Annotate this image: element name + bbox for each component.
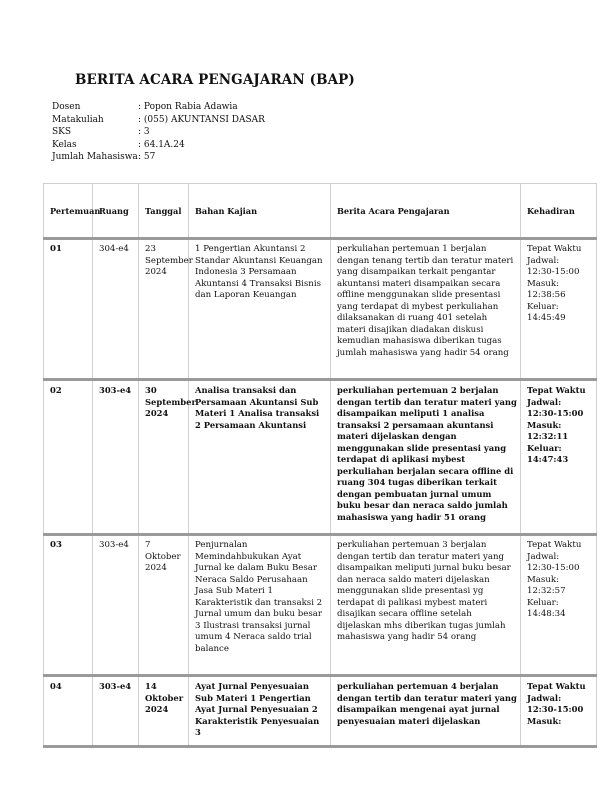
cell-ruang: 304-e4 bbox=[93, 239, 139, 380]
cell-berita-acara: perkuliahan pertemuan 1 berjalan dengan tenang tertib dan teratur materi yang disampaikan terkait pengantar akuntansi materi disampaikan secara offline menggunakan slide presentasi yang terdapat di mybest perkuliahan dilaksanakan di ruang 401 setelah materi disajikan diadakan diskusi kemudian mahasiswa diberikan tugas jumlah mahasiswa yang hadir 54 orang bbox=[331, 239, 521, 380]
header-bahan-kajian: Bahan Kajian bbox=[189, 184, 331, 239]
cell-bahan-kajian: 1 Pengertian Akuntansi 2 Standar Akuntansi Keuangan Indonesia 3 Persamaan Akuntansi 4 Transaksi Bisnis dan Laporan Keuangan bbox=[189, 239, 331, 380]
header-berita-acara: Berita Acara Pengajaran bbox=[331, 184, 521, 239]
kehadiran-line: Tepat Waktu bbox=[527, 540, 582, 550]
table-row bbox=[44, 676, 597, 747]
kehadiran-line: 14:47:43 bbox=[527, 454, 569, 464]
cell-ruang: 303-e4 bbox=[93, 535, 139, 676]
info-row-matakuliah bbox=[52, 114, 265, 127]
kehadiran-line: 12:30-15:00 bbox=[527, 704, 584, 714]
kehadiran-line: 12:32:57 bbox=[527, 586, 566, 596]
header-tanggal: Tanggal bbox=[139, 184, 189, 239]
kehadiran-line: Keluar: bbox=[527, 597, 559, 608]
info-value: : (055) AKUNTANSI DASAR bbox=[138, 114, 265, 125]
info-label: Kelas bbox=[52, 139, 77, 150]
cell-kehadiran bbox=[521, 239, 597, 380]
info-row-sks bbox=[52, 126, 265, 139]
kehadiran-line: Keluar: bbox=[527, 301, 559, 312]
cell-bahan-kajian: Analisa transaksi dan Persamaan Akuntansi Sub Materi 1 Analisa transaksi 2 Persamaan Akuntansi bbox=[189, 380, 331, 535]
kehadiran-line: 12:30-15:00 bbox=[527, 267, 580, 277]
cell-kehadiran bbox=[521, 380, 597, 535]
kehadiran-line: Masuk: bbox=[527, 419, 562, 430]
info-label: Dosen bbox=[52, 102, 81, 112]
kehadiran-line: Jadwal: bbox=[527, 692, 562, 703]
cell-ruang: 303-e4 bbox=[93, 380, 139, 535]
cell-kehadiran bbox=[521, 676, 597, 747]
kehadiran-line: Masuk: bbox=[527, 278, 559, 289]
info-value: : 64.1A.24 bbox=[138, 139, 185, 150]
info-value: : 3 bbox=[138, 127, 150, 138]
kehadiran-line: Tepat Waktu bbox=[527, 385, 586, 395]
kehadiran-line: Masuk: bbox=[527, 715, 562, 726]
kehadiran-line: 14:45:49 bbox=[527, 313, 566, 323]
cell-bahan-kajian: Ayat Jurnal Penyesuaian Sub Materi 1 Pengertian Ayat Jurnal Penyesuaian 2 Karakteristik Penyesuaian 3 bbox=[189, 676, 331, 747]
info-value: : 57 bbox=[138, 152, 156, 163]
table-row bbox=[44, 239, 597, 380]
info-row-jumlah-mahasiswa bbox=[52, 151, 265, 164]
cell-pertemuan: 02 bbox=[44, 380, 93, 535]
kehadiran-line: Tepat Waktu bbox=[527, 244, 582, 254]
cell-ruang: 303-e4 bbox=[93, 676, 139, 747]
bap-table bbox=[43, 183, 597, 748]
table-header-row bbox=[44, 184, 597, 239]
cell-pertemuan: 01 bbox=[44, 239, 93, 380]
table-row bbox=[44, 380, 597, 535]
header-kehadiran: Kehadiran bbox=[521, 184, 597, 239]
info-row-kelas bbox=[52, 139, 265, 152]
info-label: Matakuliah bbox=[52, 114, 104, 125]
info-label: Jumlah Mahasiswa bbox=[52, 152, 138, 163]
kehadiran-line: Tepat Waktu bbox=[527, 681, 586, 691]
info-value: : Popon Rabia Adawia bbox=[138, 102, 238, 112]
kehadiran-line: 12:38:56 bbox=[527, 290, 566, 300]
course-info bbox=[52, 101, 265, 164]
kehadiran-line: Jadwal: bbox=[527, 255, 560, 266]
cell-tanggal: 7 Oktober 2024 bbox=[139, 535, 189, 676]
cell-pertemuan: 04 bbox=[44, 676, 93, 747]
table-row bbox=[44, 535, 597, 676]
cell-bahan-kajian: Penjurnalan Memindahbukukan Ayat Jurnal ke dalam Buku Besar Neraca Saldo Perusahaan Jasa Sub Materi 1 Karakteristik dan transaksi 2 Jurnal umum dan buku besar 3 Ilustrasi transaksi jurnal umum 4 Neraca saldo trial balance bbox=[189, 535, 331, 676]
kehadiran-line: Jadwal: bbox=[527, 551, 560, 562]
cell-tanggal: 23 September 2024 bbox=[139, 239, 189, 380]
cell-tanggal: 14 Oktober 2024 bbox=[139, 676, 189, 747]
kehadiran-line: Masuk: bbox=[527, 574, 559, 585]
info-row-dosen bbox=[52, 101, 265, 114]
header-pertemuan: Pertemuan bbox=[44, 184, 93, 239]
cell-tanggal: 30 September 2024 bbox=[139, 380, 189, 535]
document-title: BERITA ACARA PENGAJARAN (BAP) bbox=[75, 72, 355, 88]
cell-pertemuan: 03 bbox=[44, 535, 93, 676]
header-ruang: Ruang bbox=[93, 184, 139, 239]
kehadiran-line: 12:32:11 bbox=[527, 431, 569, 441]
bap-table-container bbox=[43, 183, 596, 737]
kehadiran-line: 12:30-15:00 bbox=[527, 408, 584, 418]
kehadiran-line: Jadwal: bbox=[527, 396, 562, 407]
kehadiran-line: 12:30-15:00 bbox=[527, 563, 580, 573]
cell-berita-acara: perkuliahan pertemuan 2 berjalan dengan tertib dan teratur materi yang disampaikan meliputi 1 analisa transaksi 2 persamaan akuntansi materi dijelaskan dengan menggunakan slide presentasi yang terdapat di aplikasi mybest perkuliahan berjalan secara offline di ruang 304 tugas diberikan terkait dengan pembuatan jurnal umum buku besar dan neraca saldo jumlah mahasiswa yang hadir 51 orang bbox=[331, 380, 521, 535]
cell-berita-acara: perkuliahan pertemuan 4 berjalan dengan tertib dan teratur materi yang disampaikan mengenai ayat jurnal penyesuaian materi dijelaskan bbox=[331, 676, 521, 747]
cell-kehadiran bbox=[521, 535, 597, 676]
kehadiran-line: 14:48:34 bbox=[527, 609, 566, 619]
info-label: SKS bbox=[52, 127, 72, 138]
cell-berita-acara: perkuliahan pertemuan 3 berjalan dengan tertib dan teratur materi yang disampaikan meliputi jurnal buku besar dan neraca saldo materi dijelaskan menggunakan slide presentasi yg terdapat di palikasi mybest materi disajikan secara offline setelah dijelaskan mhs diberikan tugas jumlah mahasiswa yang hadir 54 orang bbox=[331, 535, 521, 676]
kehadiran-line: Keluar: bbox=[527, 442, 562, 453]
